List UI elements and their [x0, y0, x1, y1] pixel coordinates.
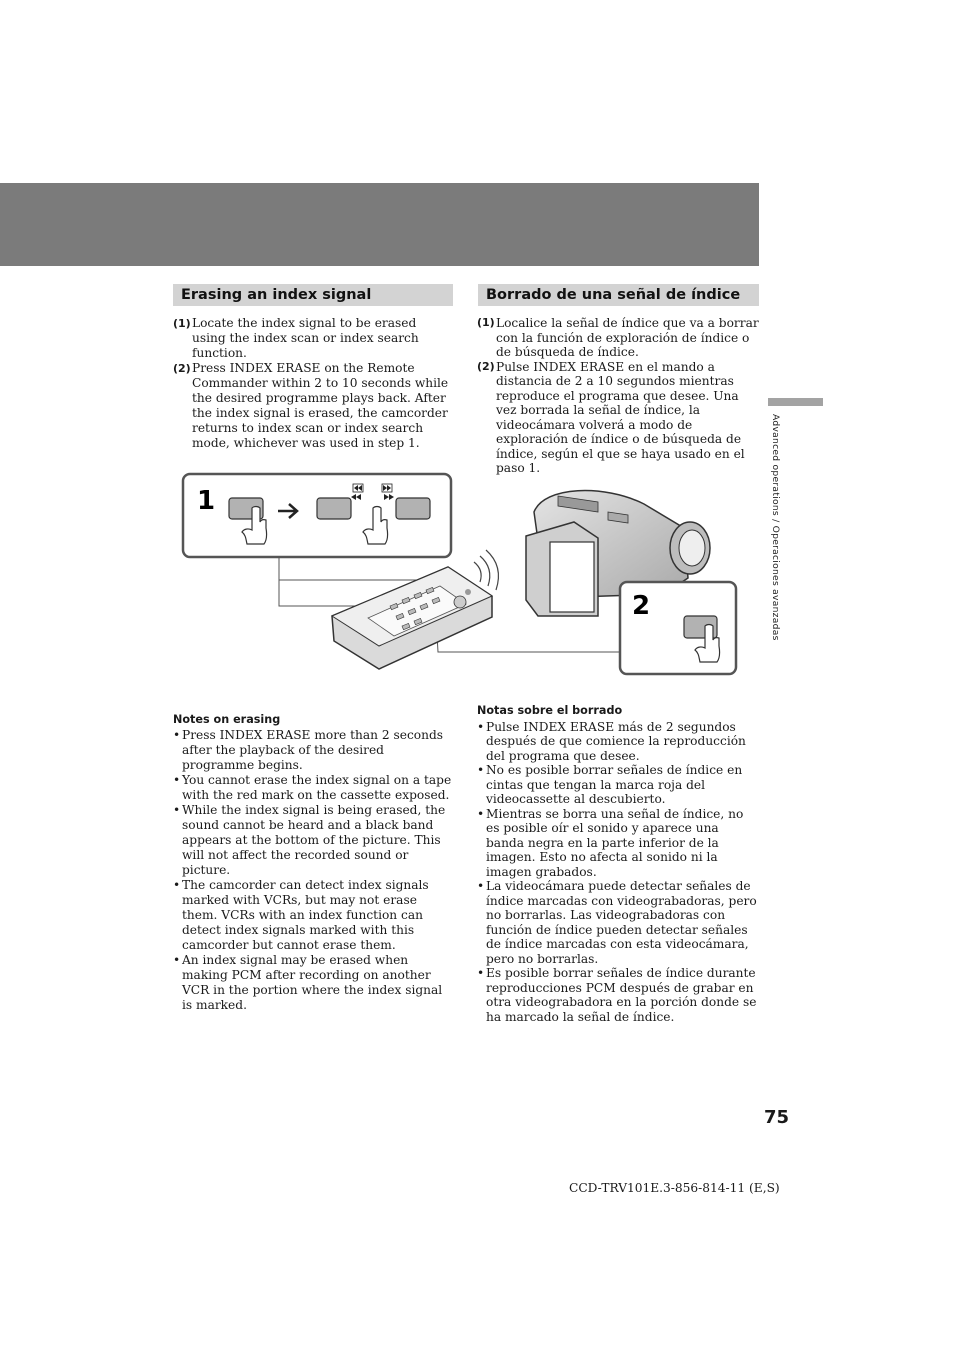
english-steps: [173, 316, 453, 451]
step-text: Localice la señal de índice que va a borrar con la función de exploración de índice o de búsqueda de índice.: [496, 316, 759, 359]
spanish-step-1: [477, 316, 759, 360]
english-step-1: [173, 316, 453, 361]
step-text: Press INDEX ERASE on the Remote Commander within 2 to 10 seconds while the desired programme plays back. After the index signal is erased, the camcorder returns to index scan or index search mode, whichever was used in step 1.: [192, 361, 449, 450]
callout-box-1: [183, 474, 451, 557]
remote-button-rewind: [317, 498, 351, 519]
section-tab-label: Advanced operations / Operaciones avanzadas: [770, 414, 781, 641]
step-text: Locate the index signal to be erased using the index scan or index search function.: [192, 316, 419, 360]
callout-number: 1: [197, 486, 216, 516]
list-item: • La videocámara puede detectar señales de índice marcadas con videograbadoras, pero no borrarlas. Las videograbadoras con función de índice pueden detectar señales de índice marcadas con esta videocámara, pero no borrarlas.: [477, 879, 760, 966]
english-notes: [173, 712, 455, 1013]
index-erase-illustration: [178, 466, 748, 684]
step-text: Pulse INDEX ERASE en el mando a distancia de 2 a 10 segundos mientras reproduce el programa que desee. Una vez borrada la señal de índice, la videocámara volverá a modo de exploración de índice o de búsqueda de índice, según el que se haya usado en el paso 1.: [496, 359, 745, 475]
infrared-signal-icon: [474, 550, 498, 590]
step-number: (2): [173, 362, 191, 375]
page-number: 75: [764, 1107, 790, 1128]
remote-commander: [332, 567, 492, 669]
spanish-step-2: [477, 360, 759, 476]
english-notes-title: Notes on erasing: [173, 713, 281, 726]
step-number: (1): [477, 316, 495, 329]
list-item: • No es posible borrar señales de índice en cintas que tengan la marca roja del videocassette al descubierto.: [477, 763, 760, 807]
list-item: • The camcorder can detect index signals marked with VCRs, but may not erase them. VCRs with an index function can detect index signals marked with this camcorder but cannot erase them.: [173, 878, 455, 953]
spanish-notes-title: Notas sobre el borrado: [477, 704, 623, 717]
list-item: • Pulse INDEX ERASE más de 2 segundos después de que comience la reproducción del programa que desee.: [477, 720, 760, 764]
english-heading: Erasing an index signal: [173, 284, 453, 306]
section-tab-marker: [768, 398, 823, 406]
list-item: • Mientras se borra una señal de índice, no es posible oír el sonido y aparece una banda negra en la parte inferior de la imagen. Esto no afecta al sonido ni la imagen grabados.: [477, 807, 760, 880]
list-item: • While the index signal is being erased, the sound cannot be heard and a black band appears at the bottom of the picture. This will not affect the recorded sound or picture.: [173, 803, 455, 878]
list-item: • You cannot erase the index signal on a tape with the red mark on the cassette exposed.: [173, 773, 455, 803]
step-number: (2): [477, 359, 495, 373]
list-item: • Es posible borrar señales de índice durante reproducciones PCM después de grabar en otra videograbadora en la porción donde se ha marcado la señal de índice.: [477, 966, 760, 1024]
list-item: • An index signal may be erased when making PCM after recording on another VCR in the portion where the index signal is marked.: [173, 953, 455, 1013]
spanish-notes: [477, 704, 760, 1024]
english-notes-list: [173, 728, 455, 1013]
callout-box-2: [620, 582, 736, 674]
document-code: CCD-TRV101E.3-856-814-11 (E,S): [569, 1181, 780, 1195]
lcd-screen: [550, 542, 594, 612]
spanish-heading: Borrado de una señal de índice: [478, 284, 759, 306]
callout-number: 2: [632, 591, 651, 621]
spanish-notes-list: [477, 720, 760, 1025]
english-step-2: [173, 361, 453, 451]
header-band: [0, 183, 759, 266]
step-number: (1): [173, 317, 191, 330]
spanish-steps: [477, 316, 759, 476]
remote-button-fast-forward: [396, 498, 430, 519]
list-item: • Press INDEX ERASE more than 2 seconds after the playback of the desired programme begins.: [173, 728, 455, 773]
